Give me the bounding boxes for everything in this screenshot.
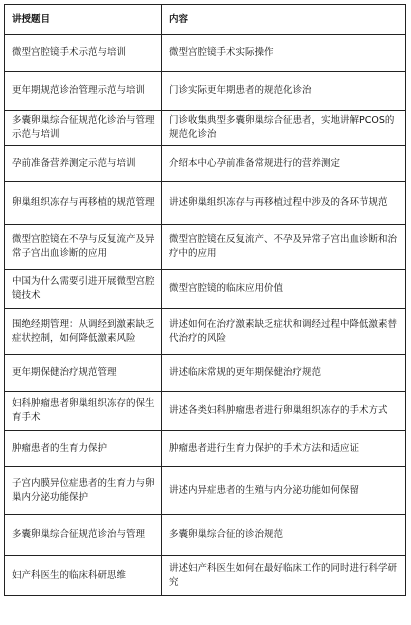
content-cell: 门诊实际更年期患者的规范化诊治: [162, 72, 406, 111]
table-header-row: [5, 5, 406, 35]
topic-cell: 卵巢组织冻存与再移植的规范管理: [5, 182, 162, 225]
table-row: [5, 392, 406, 431]
content-cell: 讲述各类妇科肿瘤患者进行卵巢组织冻存的手术方式: [162, 392, 406, 431]
document-page: [4, 4, 405, 596]
lecture-table: [4, 4, 406, 596]
topic-cell: 更年期规范诊治管理示范与培训: [5, 72, 162, 111]
table-row: [5, 111, 406, 146]
table-row: [5, 515, 406, 556]
content-cell: 门诊收集典型多囊卵巢综合征患者，实地讲解PCOS的规范化诊治: [162, 111, 406, 146]
content-cell: 肿瘤患者进行生育力保护的手术方法和适应证: [162, 431, 406, 467]
topic-cell: 妇科肿瘤患者卵巢组织冻存的保生育手术: [5, 392, 162, 431]
content-cell: 讲述内异症患者的生殖与内分泌功能如何保留: [162, 467, 406, 515]
table-row: [5, 182, 406, 225]
topic-cell: 多囊卵巢综合征规范化诊治与管理示范与培训: [5, 111, 162, 146]
table-row: [5, 35, 406, 72]
content-cell: 讲述卵巢组织冻存与再移植过程中涉及的各环节规范: [162, 182, 406, 225]
table-row: [5, 355, 406, 392]
table-row: [5, 72, 406, 111]
table-row: [5, 431, 406, 467]
topic-cell: 微型宫腔镜在不孕与反复流产及异常子宫出血诊断的应用: [5, 225, 162, 270]
topic-cell: 更年期保健治疗规范管理: [5, 355, 162, 392]
content-cell: 讲述妇产科医生如何在最好临床工作的同时进行科学研究: [162, 556, 406, 596]
topic-cell: 妇产科医生的临床科研思维: [5, 556, 162, 596]
table-row: [5, 467, 406, 515]
topic-cell: 子宫内膜异位症患者的生育力与卵巢内分泌功能保护: [5, 467, 162, 515]
content-cell: 微型宫腔镜手术实际操作: [162, 35, 406, 72]
header-topic: 讲授题目: [5, 5, 162, 35]
content-cell: 讲述如何在治疗激素缺乏症状和调经过程中降低激素替代治疗的风险: [162, 309, 406, 355]
table-row: [5, 146, 406, 182]
content-cell: 多囊卵巢综合征的诊治规范: [162, 515, 406, 556]
table-row: [5, 225, 406, 270]
table-row: [5, 270, 406, 309]
topic-cell: 微型宫腔镜手术示范与培训: [5, 35, 162, 72]
content-cell: 讲述临床常规的更年期保健治疗规范: [162, 355, 406, 392]
topic-cell: 围绝经期管理：从调经到激素缺乏症状控制，如何降低激素风险: [5, 309, 162, 355]
content-cell: 介绍本中心孕前准备常规进行的营养测定: [162, 146, 406, 182]
topic-cell: 孕前准备营养测定示范与培训: [5, 146, 162, 182]
table-row: [5, 309, 406, 355]
content-cell: 微型宫腔镜的临床应用价值: [162, 270, 406, 309]
header-content: 内容: [162, 5, 406, 35]
topic-cell: 肿瘤患者的生育力保护: [5, 431, 162, 467]
table-row: [5, 556, 406, 596]
content-cell: 微型宫腔镜在反复流产、不孕及异常子宫出血诊断和治疗中的应用: [162, 225, 406, 270]
topic-cell: 中国为什么需要引进开展微型宫腔镜技术: [5, 270, 162, 309]
topic-cell: 多囊卵巢综合征规范诊治与管理: [5, 515, 162, 556]
